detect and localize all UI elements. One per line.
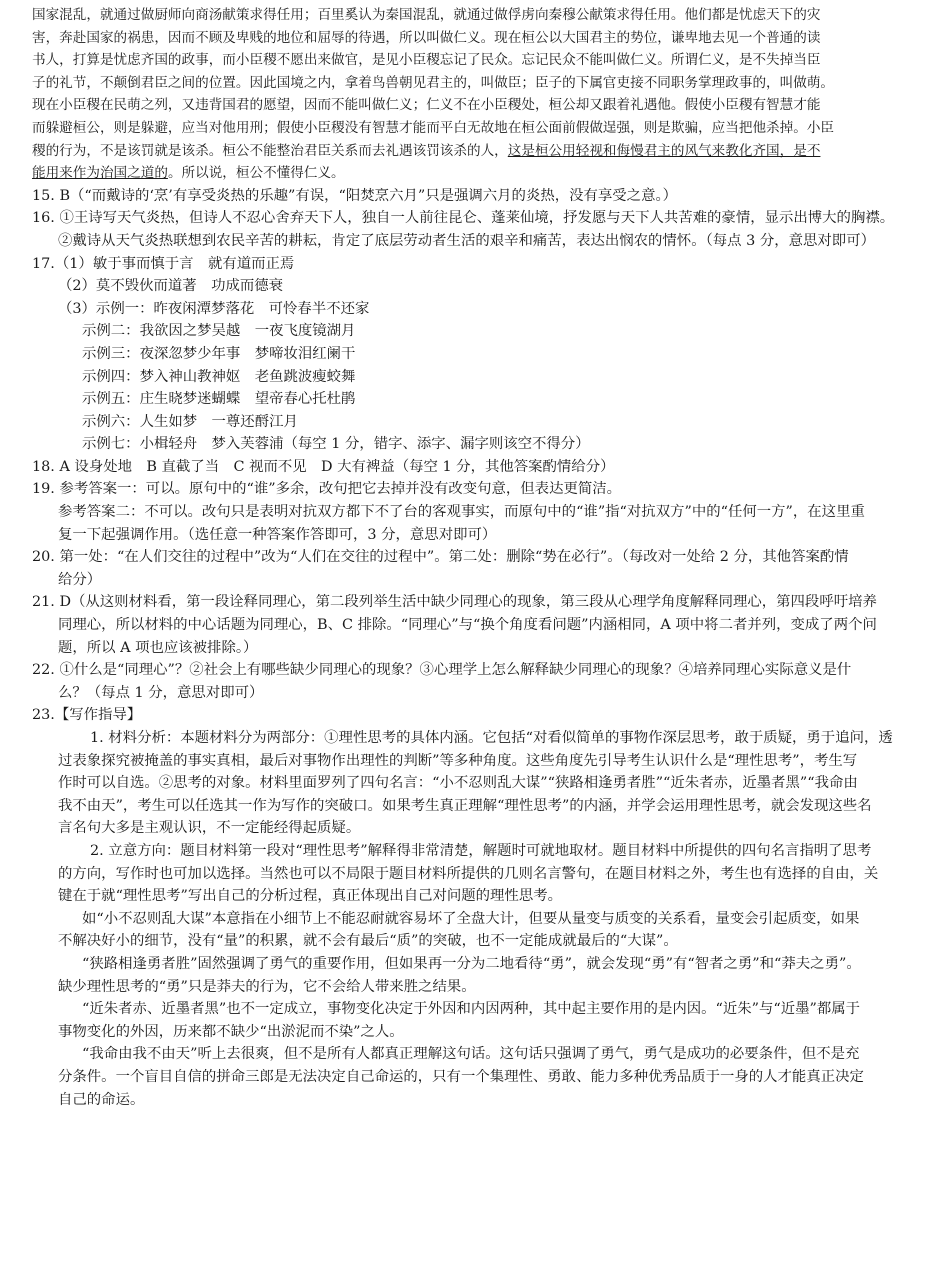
passage-line (32, 162, 918, 185)
writing-guide-line: 我不由天”，考生可以任选其一作为写作的突破口。如果考生真正理解“理性思考”的内涵，并学会运用理性思考，就会发现这些名 (58, 797, 872, 814)
answer-21 (32, 591, 918, 659)
writing-guide-line: 缺少理性思考的“勇”只是莽夫的行为，它不会给人带来胜之结果。 (58, 978, 476, 995)
answer-17 (32, 253, 918, 456)
writing-guide-line: 事物变化的外因，历来都不缺少“出淤泥而不染”之人。 (58, 1023, 404, 1040)
passage-line: 国家混乱，就通过做厨师向商汤献策求得任用；百里奚认为秦国混乱，就通过做俘虏向秦穆公献策求得任用。他们都是忧虑天下的灾 (32, 7, 821, 23)
underlined-text: 这是桓公用轻视和侮慢君主的风气来教化齐国，是不 (507, 142, 821, 159)
example-line: 示例四：梦入神山教神妪 老鱼跳波瘦蛟舞 (82, 368, 356, 385)
answer-23 (32, 704, 918, 1111)
underlined-text: 能用来作为治国之道的 (32, 165, 168, 182)
writing-guide-line: 自己的命运。 (58, 1091, 145, 1108)
writing-guide-line: 不解决好小的细节，没有“量”的积累，就不会有最后“质”的突破，也不一定能成就最后的“大谋”。 (58, 933, 678, 950)
example-line: 示例六：人生如梦 一尊还酹江月 (82, 413, 298, 430)
writing-guide-heading: 23.【写作指导】 (32, 707, 142, 724)
writing-guide-line: 键在于就“理性思考”写出自己的分析过程，真正体现出自己对问题的理性思考。 (58, 888, 562, 905)
writing-guide-line: 的方向，写作时也可加以选择。当然也可以不局限于题目材料所提供的几则名言警句，在题目材料之外，考生也有选择的自由，关 (58, 865, 879, 882)
answer-line: 复一下起强调作用。（选任意一种答案作答即可，3 分，意思对即可） (58, 526, 497, 543)
answer-20 (32, 546, 918, 591)
writing-guide-line: “狭路相逢勇者胜”固然强调了勇气的重要作用，但如果再一分为二地看待“勇”，就会发现“勇”有“智者之勇”和“莽夫之勇”。 (82, 955, 861, 972)
passage-line: 子的礼节，不颠倒君臣之间的位置。因此国境之内，拿着鸟兽朝见君主的，叫做臣；臣子的下属官吏接不同职务掌理政事的，叫做萌。 (32, 74, 835, 91)
example-line: 示例五：庄生晓梦迷蝴蝶 望帝春心托杜鹃 (82, 391, 356, 408)
answer-16 (32, 207, 918, 252)
passage-line: 而躲避桓公，则是躲避，应当对他用刑；假使小臣稷没有智慧才能而平白无故地在桓公面前假做逞强，则是欺骗，应当把他杀掉。小臣 (32, 119, 835, 136)
passage-line (32, 140, 918, 163)
answer-19 (32, 478, 918, 546)
answer-line: 19. 参考答案一：可以。原句中的“谁”多余，改句把它去掉并没有改变句意，但表达更简洁。 (32, 481, 622, 498)
example-line: 示例三：夜深忽梦少年事 梦啼妆泪红阑干 (82, 345, 356, 362)
answer-line: ②戴诗从天气炎热联想到农民辛苦的耕耘，肯定了底层劳动者生活的艰辛和痛苦，表达出悯农的情怀。（每点 3 分，意思对即可） (58, 232, 875, 249)
answer-18: 18. A 设身处地 B 直截了当 C 视而不见 D 大有裨益（每空 1 分，其他答案酌情给分） (32, 458, 615, 475)
answer-15: 15. B（“而戴诗的‘烹’有享受炎热的乐趣”有误，“阳焚烹六月”只是强调六月的炎热，没有享受之意。） (32, 187, 678, 204)
passage-line: 害，奔赴国家的祸患，因而不顾及卑贱的地位和屈辱的待遇，所以叫做仁义。现在桓公以大国君主的势位，谦卑地去见一个普通的读 (32, 29, 821, 46)
writing-guide-line: 1. 材料分析：本题材料分为两部分：①理性思考的具体内涵。它包括“对看似简单的事物作深层思考，敢于质疑，勇于追问，透 (90, 730, 893, 746)
writing-guide-line: 过表象探究被掩盖的事实真相，最后对事物作出理性的判断”等多种角度。这些角度先引导考生认识什么是“理性思考”，考生写 (58, 752, 858, 769)
translation-passage (32, 4, 918, 185)
writing-guide-line: “我命由我不由天”听上去很爽，但不是所有人都真正理解这句话。这句话只强调了勇气，勇气是成功的必要条件，但不是充 (82, 1046, 860, 1063)
example-line: 示例七：小楫轻舟 梦入芙蓉浦（每空 1 分，错字、添字、漏字则该空不得分） (82, 436, 590, 453)
writing-guide-line: 2. 立意方向：题目材料第一段对“理性思考”解释得非常清楚，解题时可就地取材。题目材料中所提供的四句名言指明了思考 (90, 842, 872, 859)
writing-guide-line: 分条件。一个盲目自信的拼命三郎是无法决定自己命运的，只有一个集理性、勇敢、能力多种优秀品质于一身的人才能真正决定 (58, 1068, 864, 1085)
answer-line: 么？（每点 1 分，意思对即可） (58, 684, 264, 701)
example-line: 示例二：我欲因之梦吴越 一夜飞度镜湖月 (82, 323, 356, 340)
answer-line: 16. ①王诗写天气炎热，但诗人不忍心舍弃天下人，独自一人前往昆仑、蓬莱仙境，抒发愿与天下人共苦难的豪情，显示出博大的胸襟。 (32, 210, 895, 227)
answer-line: 22. ①什么是“同理心”？②社会上有哪些缺少同理心的现象？③心理学上怎么解释缺少同理心的现象？④培养同理心实际意义是什 (32, 662, 852, 679)
answer-line: 同理心，所以材料的中心话题为同理心，B、C 排除。“同理心”与“换个角度看问题”内涵相同，A 项中将二者并列，变成了两个问 (58, 617, 877, 634)
answer-22 (32, 659, 918, 704)
passage-text: 稷的行为，不是该罚就是该杀。桓公不能整治君臣关系而去礼遇该罚该杀的人， (32, 142, 508, 159)
writing-guide-line: 如“小不忍则乱大谋”本意指在小细节上不能忍耐就容易坏了全盘大计，但要从量变与质变的关系看，量变会引起质变，如果 (82, 910, 860, 927)
writing-guide-body (32, 727, 918, 1111)
answer-line: （3）示例一：昨夜闲潭梦落花 可怜春半不还家 (58, 300, 370, 317)
writing-guide-line: 言名句大多是主观认识，不一定能经得起质疑。 (58, 820, 361, 837)
answer-line: 题，所以 A 项也应该被排除。） (58, 639, 258, 656)
answer-line: 20. 第一处：“在人们交往的过程中”改为“人们在交往的过程中”。第二处：删除“势在必行”。（每改对一处给 2 分，其他答案酌情 (32, 549, 849, 566)
passage-line: 书人，打算是忧虑齐国的政事，而小臣稷不愿出来做官，是见小臣稷忘记了民众。忘记民众不能叫做仁义。所谓仁义，是不失掉当臣 (32, 52, 821, 69)
answer-line: 17.（1）敏于事而慎于言 就有道而正焉 (32, 255, 295, 272)
answer-line: 给分） (58, 571, 102, 588)
passage-line: 现在小臣稷在民萌之列，又违背国君的愿望，因而不能叫做仁义；仁义不在小臣稷处，桓公却又跟着礼遇他。假使小臣稷有智慧才能 (32, 97, 821, 114)
answer-line: （2）莫不毁伙而道著 功成而德衰 (58, 278, 284, 295)
writing-guide-line: “近朱者赤、近墨者黑”也不一定成立，事物变化决定于外因和内因两种，其中起主要作用的是内因。“近朱”与“近墨”都属于 (82, 1001, 861, 1018)
answer-key-page (32, 4, 918, 1111)
answer-line: 21. D（从这则材料看，第一段诠释同理心，第二段列举生活中缺少同理心的现象，第三段从心理学角度解释同理心，第四段呼吁培养 (32, 594, 877, 611)
writing-guide-line: 作时可以自选。②思考的对象。材料里面罗列了四句名言：“小不忍则乱大谋”“狭路相逢勇者胜”“近朱者赤，近墨者黑”“我命由 (58, 775, 858, 792)
passage-text: 。所以说，桓公不懂得仁义。 (167, 165, 345, 182)
answer-line: 参考答案二：不可以。改句只是表明对抗双方都下不了台的客观事实，而原句中的“谁”指“对抗双方”中的“任何一方”，在这里重 (58, 504, 865, 521)
